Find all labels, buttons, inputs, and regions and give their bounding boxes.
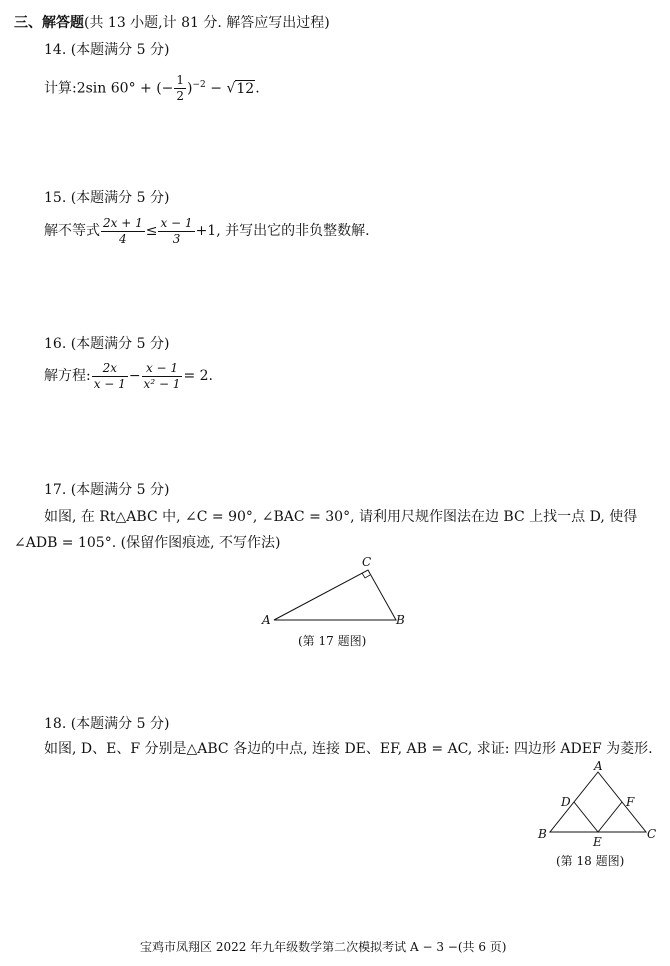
q14-close: ) (187, 80, 193, 97)
q15-fraction-1 (101, 216, 145, 247)
q18-label-b: B (538, 827, 547, 841)
q14-tail: − (205, 80, 227, 97)
q16-fraction-1 (92, 361, 128, 392)
q16-prefix: 解方程: (44, 368, 91, 384)
sqrt-sign: √ (226, 80, 236, 97)
q15-relation: ≤ (145, 223, 158, 239)
q16-expression (44, 357, 213, 395)
q18-label-f: F (626, 795, 635, 809)
q17-triangle (274, 570, 396, 620)
section-note: (共 13 小题,计 81 分. 解答应写出过程) (84, 15, 330, 31)
q17-label-c: C (362, 555, 372, 569)
page-footer: 宝鸡市凤翔区 2022 年九年级数学第二次模拟考试 A − 3 −(共 6 页) (140, 940, 507, 954)
q15-prefix: 解不等式 (44, 223, 100, 239)
q15-num1: 2x + 1 (103, 215, 143, 230)
q14-num: 1 (176, 73, 185, 88)
q14-heading: 14. (本题满分 5 分) (44, 42, 170, 58)
q16-den1: x − 1 (93, 376, 126, 391)
section-header (14, 12, 330, 32)
q18-label-e: E (593, 835, 602, 848)
q18-label-d: D (561, 795, 571, 809)
q17-label-a: A (262, 613, 271, 627)
q15-den2: 3 (172, 231, 181, 246)
q14-term1: 2sin 60° + ( (76, 80, 162, 97)
q15-suffix: +1, 并写出它的非负整数解. (195, 223, 370, 239)
q16-op: − (128, 368, 141, 384)
q15-fraction-2 (158, 216, 194, 247)
q18-line-1: 如图, D、E、F 分别是△ABC 各边的中点, 连接 DE、EF, AB = AC, 求证: 四边形 ADEF 为菱形. (44, 741, 653, 757)
q14-expression (44, 66, 260, 108)
q15-heading: 15. (本题满分 5 分) (44, 190, 170, 206)
q18-label-a: A (594, 760, 603, 773)
q14-exponent: −2 (192, 80, 206, 90)
q18-label-c: C (647, 827, 657, 841)
q15-num2: x − 1 (160, 215, 193, 230)
q16-num2: x − 1 (142, 361, 183, 377)
right-angle-mark (362, 573, 370, 578)
q16-den2: x² − 1 (143, 376, 181, 391)
q14-minus: − (161, 80, 174, 97)
q14-den: 2 (176, 89, 185, 104)
q17-label-b: B (396, 613, 405, 627)
q17-line-2: ∠ADB = 105°. (保留作图痕迹, 不写作法) (14, 535, 281, 551)
section-title: 三、解答题 (14, 15, 84, 31)
q18-caption: (第 18 题图) (556, 854, 625, 868)
q15-expression (44, 212, 370, 250)
q17-caption: (第 17 题图) (298, 634, 367, 648)
q16-suffix: = 2. (183, 368, 213, 384)
q14-fraction (174, 73, 186, 104)
q14-prefix: 计算: (44, 80, 77, 97)
q16-num1: 2x (92, 361, 128, 377)
q18-midlines (574, 802, 622, 832)
q17-triangle-figure (258, 552, 418, 632)
q15-den1: 4 (119, 231, 127, 246)
q14-end: . (255, 80, 260, 97)
q16-fraction-2 (142, 361, 183, 392)
q17-heading: 17. (本题满分 5 分) (44, 482, 170, 498)
q18-triangle-figure (536, 760, 660, 848)
q16-heading: 16. (本题满分 5 分) (44, 336, 170, 352)
q18-heading: 18. (本题满分 5 分) (44, 716, 170, 732)
q14-radicand: 12 (236, 80, 255, 97)
q17-line-1: 如图, 在 Rt△ABC 中, ∠C = 90°, ∠BAC = 30°, 请利用尺规作图法在边 BC 上找一点 D, 使得 (44, 509, 638, 525)
